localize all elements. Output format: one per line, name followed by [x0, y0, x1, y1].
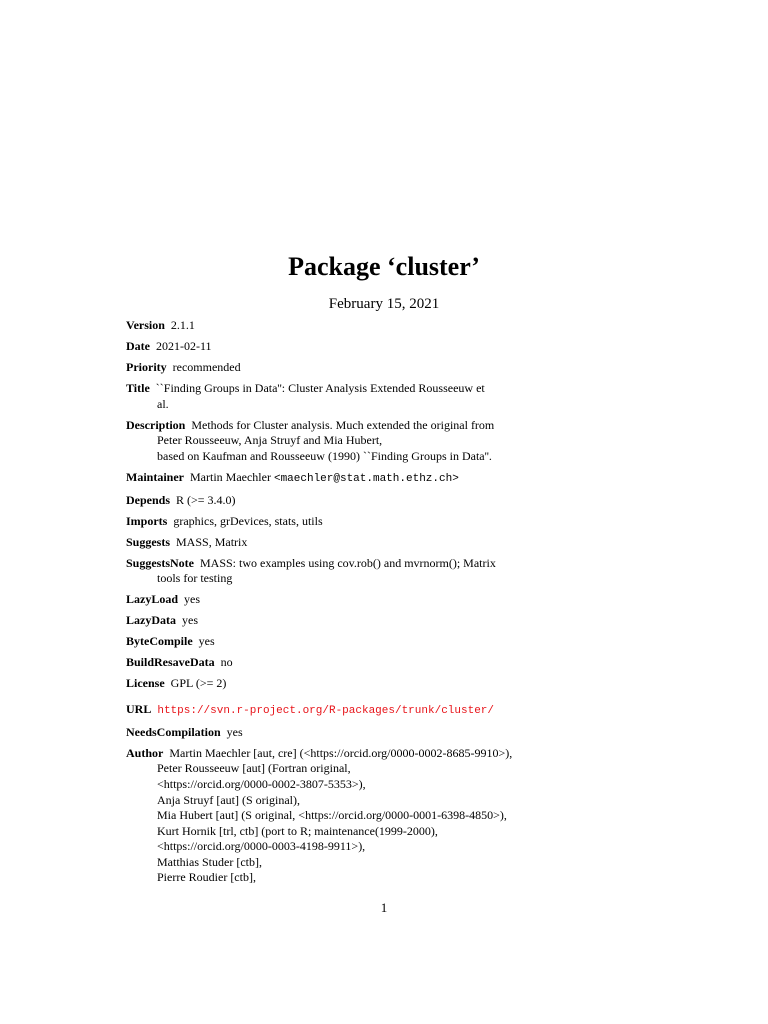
maintainer-email: <maechler@stat.math.ethz.ch> [273, 472, 459, 485]
field-value-line: Martin Maechler [aut, cre] (<https://orcid.org/0000-0002-8685-9910>), [169, 745, 513, 760]
field-label: License [126, 676, 165, 691]
field-value-line: Matthias Studer [ctb], [157, 854, 262, 869]
package-fields [126, 318, 686, 891]
maintainer-name: Martin Maechler [190, 469, 271, 484]
field-value-line: tools for testing [157, 571, 233, 586]
field-value-line: <https://orcid.org/0000-0003-4198-9911>), [157, 839, 366, 854]
field-value-line: Peter Rousseeuw, Anja Struyf and Mia Hubert, [157, 433, 383, 448]
field-license [126, 676, 686, 692]
field-value-line: based on Kaufman and Rousseeuw (1990) ``Finding Groups in Data''. [157, 448, 492, 463]
field-label: Imports [126, 513, 168, 528]
field-value: yes [226, 724, 243, 739]
field-value-line: Kurt Hornik [trl, ctb] (port to R; maintenance(1999-2000), [157, 823, 438, 838]
field-label: Title [126, 380, 150, 395]
field-priority [126, 360, 686, 376]
field-label: SuggestsNote [126, 555, 194, 570]
field-byte-compile [126, 634, 686, 650]
field-label: Suggests [126, 534, 171, 549]
field-label: Depends [126, 492, 171, 507]
field-label: BuildResaveData [126, 655, 215, 670]
field-label: Version [126, 318, 165, 332]
field-value-line: Pierre Roudier [ctb], [157, 870, 256, 885]
field-value: MASS, Matrix [176, 534, 248, 549]
field-description [126, 418, 686, 465]
field-label: Date [126, 338, 150, 353]
field-lazy-data [126, 613, 686, 629]
field-label: Maintainer [126, 469, 184, 484]
field-value: 2.1.1 [170, 318, 195, 332]
field-depends [126, 493, 686, 509]
field-value-line: MASS: two examples using cov.rob() and mvrnorm(); Matrix [200, 555, 496, 570]
field-label: URL [126, 701, 152, 716]
field-value: recommended [172, 359, 241, 374]
field-url [126, 702, 686, 720]
field-label: Description [126, 417, 186, 432]
field-value-line: al. [157, 396, 169, 411]
field-value-line: Methods for Cluster analysis. Much extended the original from [191, 417, 495, 432]
field-label: ByteCompile [126, 634, 193, 649]
field-build-resave-data [126, 655, 686, 671]
field-value: R (>= 3.4.0) [176, 492, 236, 507]
field-suggests-note [126, 556, 686, 587]
field-value-line: ``Finding Groups in Data'': Cluster Analysis Extended Rousseeuw et [155, 380, 485, 395]
field-value: GPL (>= 2) [170, 676, 227, 691]
field-title [126, 381, 686, 412]
field-label: LazyLoad [126, 592, 179, 607]
field-value-line: Peter Rousseeuw [aut] (Fortran original, [157, 761, 351, 776]
field-value-line: Anja Struyf [aut] (S original), [157, 792, 300, 807]
field-value: yes [198, 634, 215, 649]
field-value: yes [182, 613, 198, 628]
field-label: NeedsCompilation [126, 724, 221, 739]
field-label: Priority [126, 359, 167, 374]
field-needs-compilation [126, 725, 686, 741]
page-title: Package ‘cluster’ [288, 252, 480, 281]
field-imports [126, 514, 686, 530]
field-label: LazyData [126, 613, 176, 628]
field-value: yes [184, 592, 201, 607]
field-maintainer [126, 470, 686, 488]
field-value-line: <https://orcid.org/0000-0002-3807-5353>), [157, 776, 366, 791]
field-date [126, 339, 686, 355]
field-author [126, 746, 686, 886]
page-number: 1 [380, 900, 388, 915]
field-label: Author [126, 745, 164, 760]
field-value: no [220, 655, 233, 670]
package-url-link[interactable]: https://svn.r-project.org/R-packages/trunk/cluster/ [157, 704, 494, 717]
field-suggests [126, 535, 686, 551]
field-lazy-load [126, 592, 686, 608]
field-value-line: Mia Hubert [aut] (S original, <https://orcid.org/0000-0001-6398-4850>), [157, 808, 507, 823]
field-value: graphics, grDevices, stats, utils [173, 513, 323, 528]
field-value: 2021-02-11 [156, 338, 212, 353]
field-version [126, 318, 686, 334]
publication-date: February 15, 2021 [328, 296, 440, 312]
